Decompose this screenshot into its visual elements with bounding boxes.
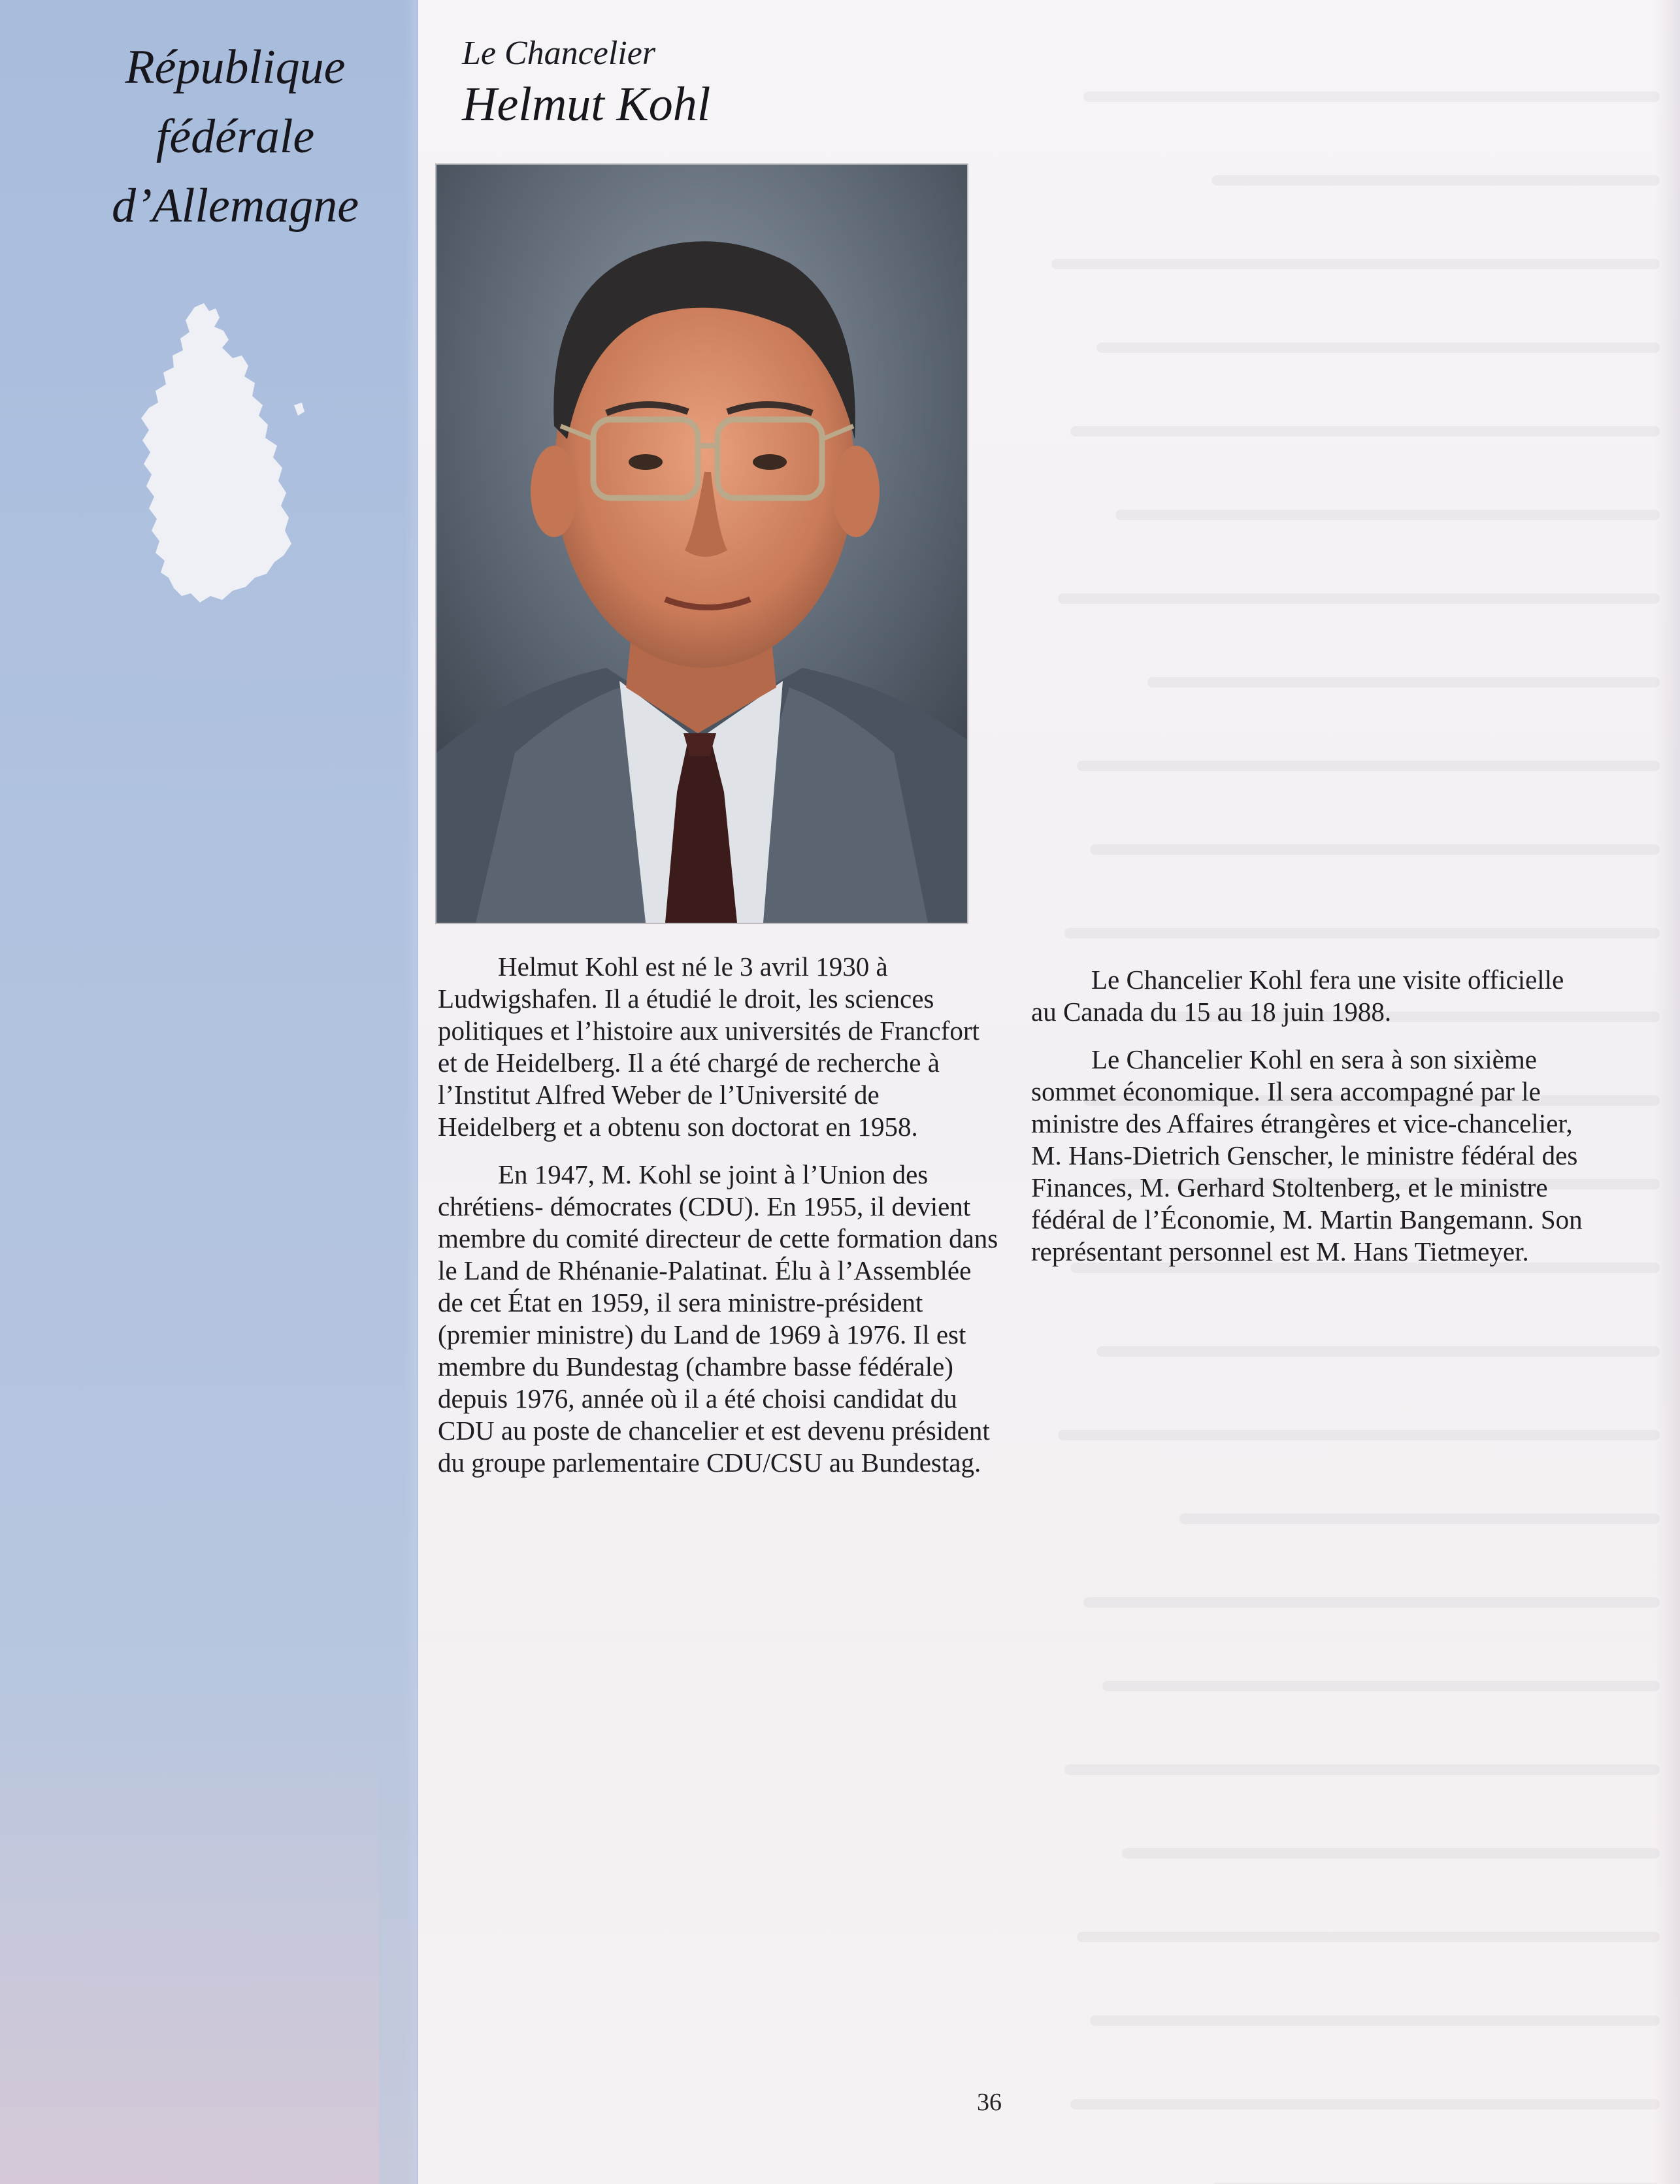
page-edge-shadow	[1654, 0, 1680, 2184]
page-number: 36	[977, 2089, 1002, 2116]
visit-column	[1031, 964, 1587, 1283]
biography-column	[438, 951, 1000, 1495]
portrait-photo-icon	[436, 165, 967, 923]
sidebar-lower-tint	[0, 1732, 379, 2184]
portrait-illustration	[436, 165, 967, 923]
west-germany-map-icon	[118, 301, 314, 627]
biography-paragraph: Helmut Kohl est né le 3 avril 1930 à Ludwigshafen. Il a étudié le droit, les sciences politiques et l’histoire aux universités de Francfort et de Heidelberg. Il a été chargé de recherche à l’Institut Alfred Weber de l’Université de Heidelberg et a obtenu son doctorat en 1958.	[438, 951, 980, 1142]
map-shape	[118, 301, 314, 627]
visit-paragraph: Le Chancelier Kohl en sera à son sixième sommet économique. Il sera accompagné par le ministre des Affaires étrangères et vice-chancelier, M. Hans-Dietrich Genscher, le ministre fédéral des Finances, M. Gerhard Stoltenberg, et le ministre fédéral de l’Économie, M. Martin Bangemann. Son représentant personnel est M. Hans Tietmeyer.	[1031, 1044, 1583, 1266]
sidebar-band	[0, 0, 418, 2184]
visit-paragraph: Le Chancelier Kohl fera une visite officielle au Canada du 15 au 18 juin 1988.	[1031, 965, 1564, 1027]
country-title: République fédérale d’Allemagne	[111, 41, 359, 233]
biography-paragraph: En 1947, M. Kohl se joint à l’Union des chrétiens- démocrates (CDU). En 1955, il devient membre du comité directeur de cette formation dans le Land de Rhénanie-Palatinat. Élu à l’Assemblée de cet État en 1959, il sera ministre-président (premier ministre) du Land de 1969 à 1976. Il est membre du Bundestag (chambre basse fédérale) depuis 1976, année où il a été choisi candidat du CDU au poste de chancelier et est devenu président du groupe parlementaire CDU/CSU au Bundestag.	[438, 1159, 998, 1478]
person-name-heading: Helmut Kohl	[462, 78, 711, 131]
chancellor-kicker: Le Chancelier	[462, 35, 656, 72]
